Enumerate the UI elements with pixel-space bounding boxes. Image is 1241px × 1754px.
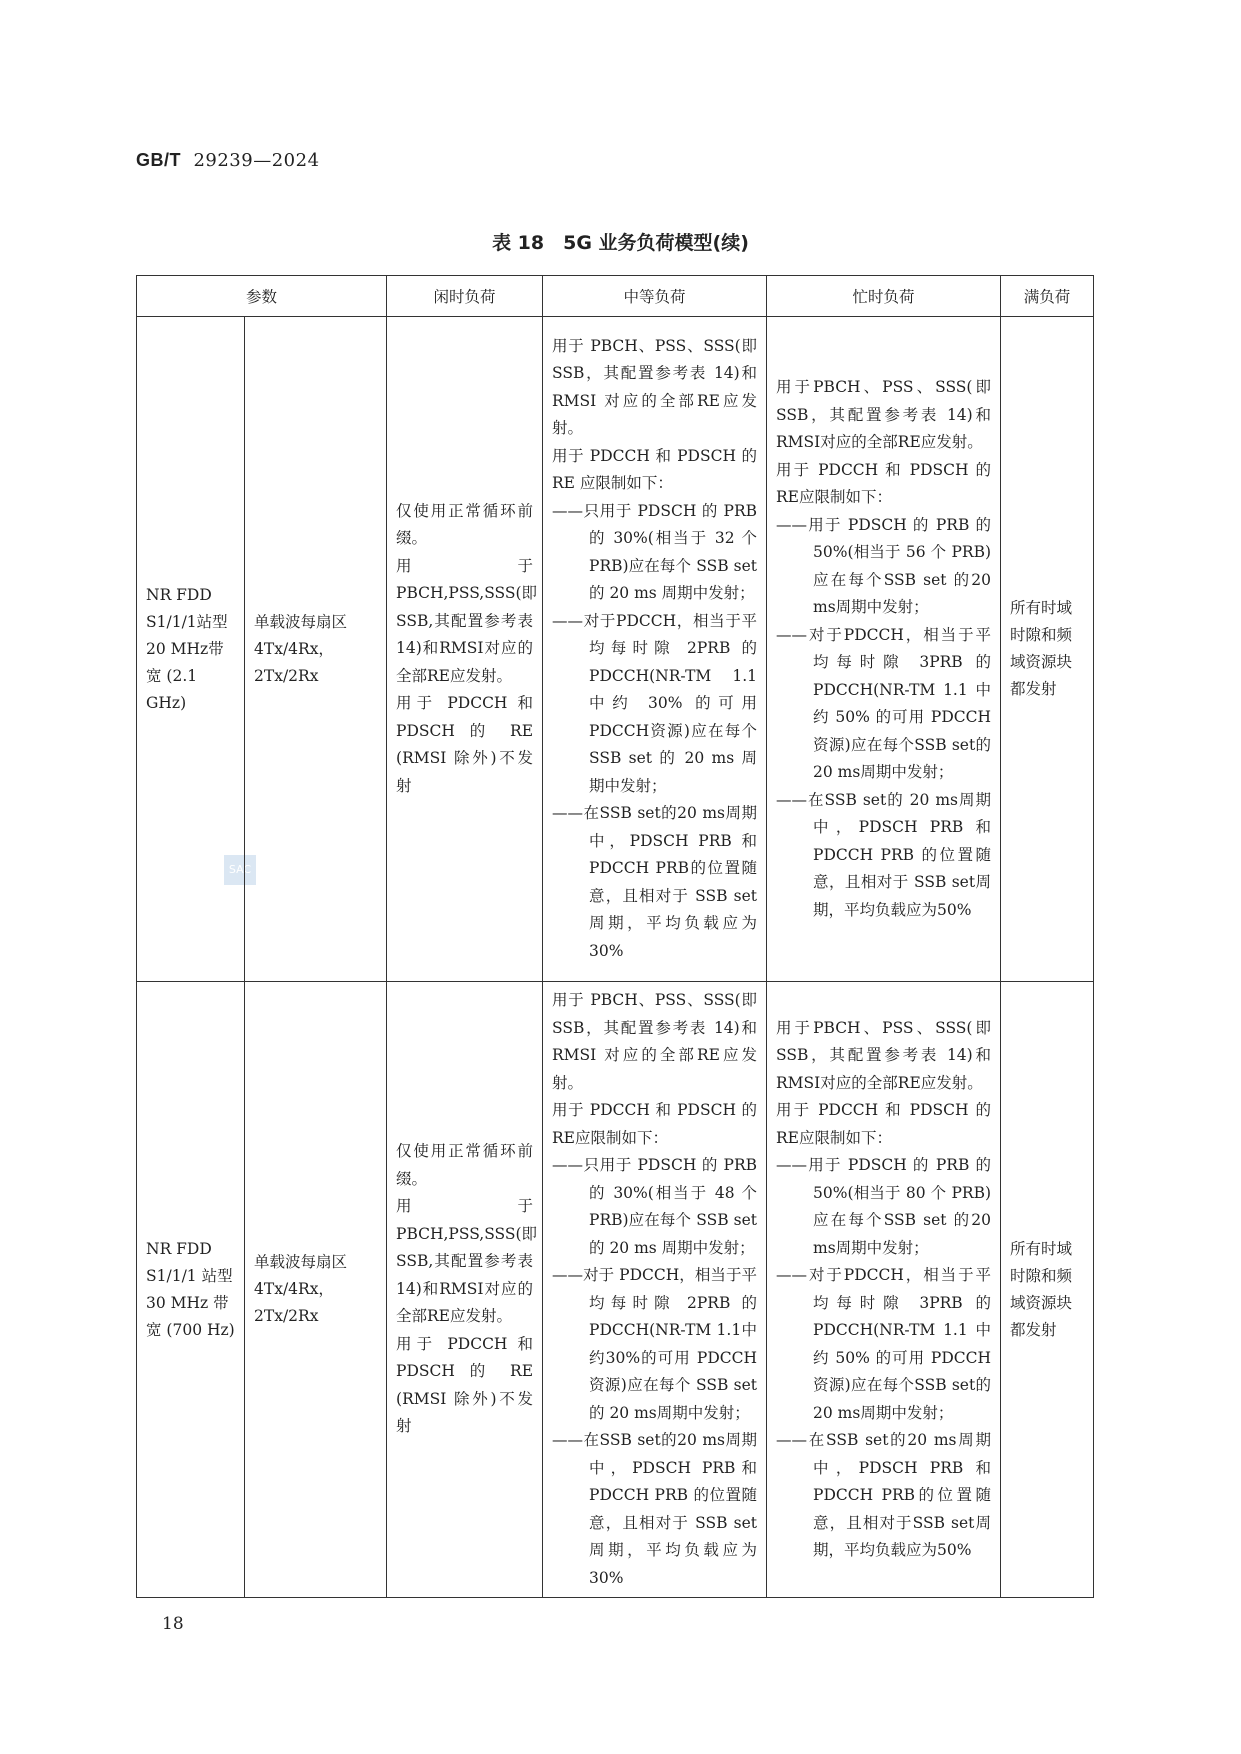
table-row <box>137 317 1094 982</box>
busy-text: 用于 PDCCH 和 PDSCH 的RE应限制如下： <box>776 460 992 506</box>
medium-item: ——在SSB set的20 ms周期中，PDSCH PRB和 PDCCH PRB 的位置随意，且相对于 SSB set周期，平均负载应为 30% <box>552 1431 758 1587</box>
busy-item: ——用于 PDSCH 的 PRB 的 50%(相当于 80 个 PRB)应在每个SSB set 的20 ms周期中发射； <box>776 1156 992 1257</box>
standard-number: 29239—2024 <box>193 150 320 171</box>
header-row <box>137 276 1094 317</box>
full-cell: 所有时域时隙和频域资源块都发射 <box>1001 982 1094 1598</box>
medium-text: 用于 PBCH、PSS、SSS(即 SSB，其配置参考表 14)和 RMSI 对应的全部RE应发射。 <box>552 991 758 1092</box>
idle-text: 用于 PDCCH 和 PDSCH 的 RE (RMSI 除外)不发射 <box>396 694 534 795</box>
carrier-cell: 单载波每扇区 4Tx/4Rx，2Tx/2Rx <box>245 982 387 1598</box>
medium-text: 用于 PBCH、PSS、SSS(即 SSB，其配置参考表 14)和 RMSI 对应的全部RE应发射。 <box>552 336 758 438</box>
header-param: 参数 <box>137 276 387 317</box>
busy-text: 用于 PDCCH 和 PDSCH 的RE应限制如下： <box>776 1101 992 1147</box>
busy-text: 用于PBCH、PSS、SSS(即 SSB，其配置参考表 14)和 RMSI对应的全部RE应发射。 <box>776 378 992 451</box>
busy-cell <box>767 982 1001 1598</box>
station-type-cell: NR FDD S1/1/1 站型 30 MHz 带宽 (700 Hz) <box>137 982 245 1598</box>
idle-cell <box>387 982 543 1598</box>
full-cell: 所有时域时隙和频域资源块都发射 <box>1001 317 1094 982</box>
medium-item: ——只用于 PDSCH 的 PRB 的 30%(相当于 32 个 PRB)应在每个 SSB set 的 20 ms 周期中发射； <box>552 501 758 603</box>
load-model-table <box>136 275 1094 1598</box>
medium-text: 用于 PDCCH 和 PDSCH 的 RE 应限制如下： <box>552 446 758 493</box>
busy-item: ——在SSB set的20 ms周期中，PDSCH PRB 和 PDCCH PRB的位置随意，且相对于SSB set周期，平均负载应为50% <box>776 1431 992 1559</box>
idle-text: 用于PBCH,PSS,SSS(即SSB,其配置参考表 14)和RMSI对应的全部RE应发射。 <box>396 556 538 685</box>
busy-item: ——对于PDCCH，相当于平均每时隙 3PRB 的 PDCCH(NR-TM 1.1 中约 50% 的可用 PDCCH资源)应在每个SSB set的 20 ms周期中发射； <box>776 625 992 781</box>
medium-item: ——对于PDCCH，相当于平均每时隙 2PRB 的 PDCCH(NR-TM 1.1 中约 30% 的可用 PDCCH资源)应在每个 SSB set 的 20 ms 周期中发射； <box>552 611 758 795</box>
medium-cell <box>543 982 767 1598</box>
busy-item: ——对于PDCCH，相当于平均每时隙 3PRB 的 PDCCH(NR-TM 1.1 中约 50% 的可用 PDCCH资源)应在每个SSB set的 20 ms周期中发射； <box>776 1266 992 1422</box>
idle-text: 仅使用正常循环前缀。 <box>396 1142 534 1188</box>
station-type-cell: NR FDD S1/1/1站型 20 MHz带宽 (2.1 GHz) <box>137 317 245 982</box>
standard-prefix: GB/T <box>136 150 181 170</box>
busy-cell <box>767 317 1001 982</box>
table-caption: 表 18 5G 业务负荷模型(续) <box>492 232 749 254</box>
watermark-logo: SAC <box>224 855 256 885</box>
header-full: 满负荷 <box>1001 276 1094 317</box>
header-idle: 闲时负荷 <box>387 276 543 317</box>
header-busy: 忙时负荷 <box>767 276 1001 317</box>
busy-item: ——用于 PDSCH 的 PRB 的 50%(相当于 56 个 PRB)应在每个SSB set 的20 ms周期中发射； <box>776 515 992 616</box>
busy-text: 用于PBCH、PSS、SSS(即 SSB，其配置参考表 14)和 RMSI对应的全部RE应发射。 <box>776 1018 992 1092</box>
idle-cell <box>387 317 543 982</box>
idle-text: 用于 PDCCH 和 PDSCH 的 RE (RMSI 除外)不发射 <box>396 1334 534 1436</box>
medium-item: ——对于 PDCCH，相当于平均每时隙 2PRB 的 PDCCH(NR-TM 1.1中约30%的可用 PDCCH 资源)应在每个 SSB set 的 20 ms周期中发射； <box>552 1266 758 1422</box>
page-number: 18 <box>162 1614 184 1634</box>
busy-item: ——在SSB set的 20 ms周期中，PDSCH PRB 和 PDCCH PRB 的位置随意，且相对于 SSB set周期，平均负载应为50% <box>776 790 992 919</box>
idle-text: 仅使用正常循环前缀。 <box>396 501 534 548</box>
medium-cell <box>543 317 767 982</box>
idle-text: 用于PBCH,PSS,SSS(即SSB,其配置参考表 14)和RMSI对应的全部RE应发射。 <box>396 1197 538 1326</box>
medium-item: ——只用于 PDSCH 的 PRB 的 30%(相当于 48 个 PRB)应在每个 SSB set 的 20 ms 周期中发射； <box>552 1156 758 1257</box>
medium-text: 用于 PDCCH 和 PDSCH 的RE应限制如下： <box>552 1101 758 1147</box>
table-row <box>137 982 1094 1598</box>
standard-header <box>136 150 320 171</box>
medium-item: ——在SSB set的20 ms周期中，PDSCH PRB 和PDCCH PRB的位置随意，且相对于 SSB set周期，平均负载应为30% <box>552 804 758 960</box>
carrier-cell: 单载波每扇区 4Tx/4Rx，2Tx/2Rx <box>245 317 387 982</box>
header-medium: 中等负荷 <box>543 276 767 317</box>
